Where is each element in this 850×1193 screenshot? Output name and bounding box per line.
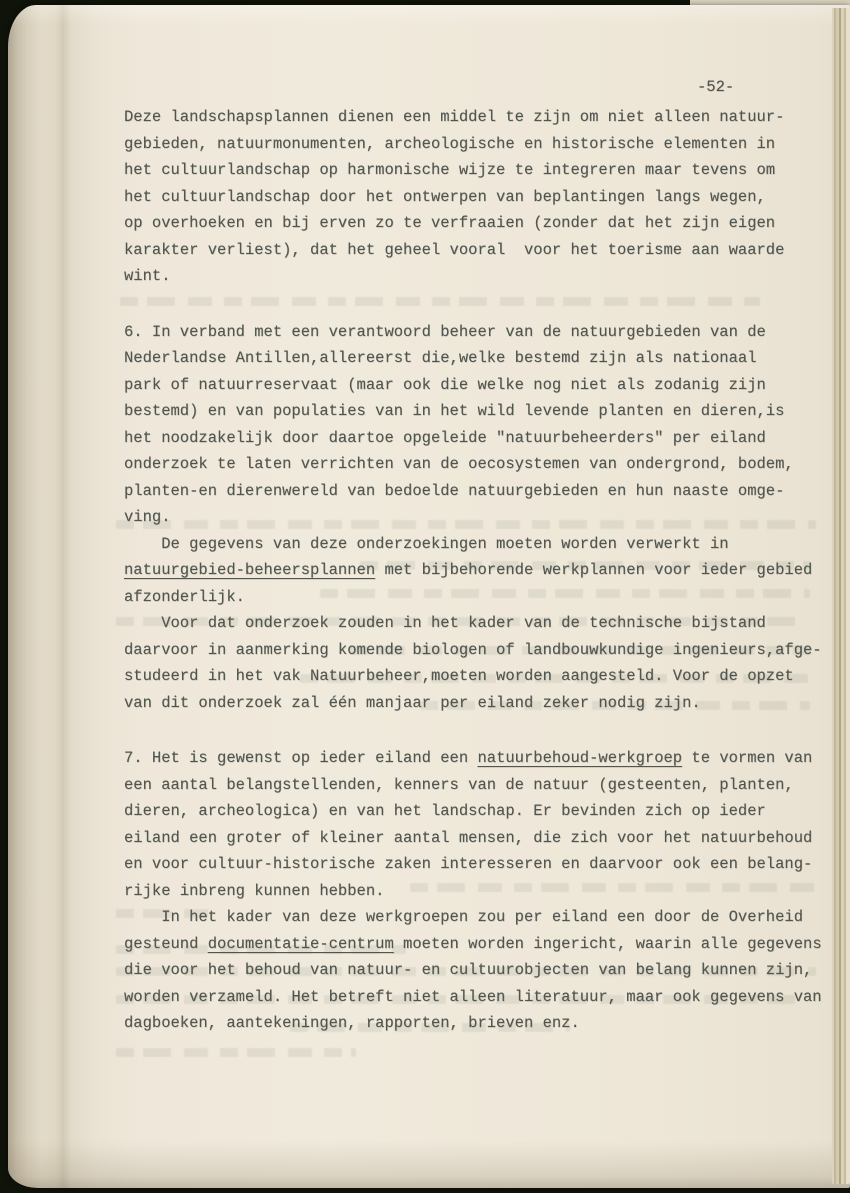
text-segment: op overhoeken en bij erven zo te verfraaien (zonder dat het zijn eigen bbox=[124, 214, 776, 232]
underlined-term: natuurbehoud-werkgroep bbox=[477, 749, 683, 767]
text-line bbox=[124, 610, 822, 637]
text-segment: ving. bbox=[124, 508, 171, 526]
text-segment: het cultuurlandschap op harmonische wijze te integreren maar tevens om bbox=[124, 161, 776, 179]
text-line bbox=[124, 772, 822, 799]
text-line bbox=[124, 131, 822, 158]
text-line bbox=[124, 904, 822, 931]
text-line bbox=[124, 319, 822, 346]
text-column bbox=[124, 104, 822, 1037]
text-line bbox=[124, 984, 822, 1011]
text-segment: te vormen van bbox=[682, 749, 813, 767]
text-segment: wint. bbox=[124, 267, 171, 285]
text-segment: eiland een groter of kleiner aantal mensen, die zich voor het natuurbehoud bbox=[124, 828, 813, 847]
text-line bbox=[124, 825, 822, 852]
underlined-term: documentatie-centrum bbox=[207, 934, 394, 953]
text-segment: bestemd) en van populaties van in het wild levende planten en dieren,is bbox=[124, 402, 785, 420]
text-line bbox=[124, 931, 822, 958]
text-line bbox=[124, 478, 822, 505]
text-line bbox=[124, 798, 822, 825]
text-line bbox=[124, 745, 822, 772]
text-segment: 7. Het is gewenst op ieder eiland een bbox=[124, 749, 478, 767]
underlined-term: natuurgebied-beheersplannen bbox=[124, 561, 376, 579]
text-segment: park of natuurreservaat (maar ook die welke nog niet als zodanig zijn bbox=[124, 375, 766, 394]
paragraph bbox=[124, 104, 822, 290]
text-line bbox=[124, 210, 822, 237]
page-number: -52- bbox=[697, 78, 735, 96]
page-edges-right bbox=[832, 8, 850, 1184]
text-segment: De gegevens van deze onderzoekingen moeten worden verwerkt in bbox=[124, 534, 729, 553]
text-line bbox=[124, 557, 822, 584]
text-segment: met bijbehorende werkplannen voor ieder gebied bbox=[375, 561, 813, 579]
text-segment: en voor cultuur-historische zaken interesseren en daarvoor ook een belang- bbox=[124, 855, 813, 873]
text-segment: daarvoor in aanmerking komende biologen of landbouwkundige ingenieurs,afge- bbox=[124, 640, 822, 659]
text-line bbox=[124, 690, 822, 717]
text-segment: Deze landschapsplannen dienen een middel te zijn om niet alleen natuur- bbox=[124, 108, 785, 126]
text-line bbox=[124, 957, 822, 984]
text-segment: Nederlandse Antillen,allereerst die,welke bestemd zijn als nationaal bbox=[124, 349, 757, 367]
text-segment: In het kader van deze werkgroepen zou per eiland een door de Overheid bbox=[124, 908, 804, 926]
text-segment: het cultuurlandschap door het ontwerpen van beplantingen langs wegen, bbox=[124, 187, 766, 206]
text-segment: afzonderlijk. bbox=[124, 587, 245, 606]
paragraph bbox=[124, 531, 822, 611]
text-segment: 6. In verband met een verantwoord beheer van de natuurgebieden van de bbox=[124, 322, 766, 341]
text-segment: planten-en dierenwereld van bedoelde natuurgebieden en hun naaste omge- bbox=[124, 481, 785, 500]
text-line bbox=[124, 184, 822, 211]
text-line bbox=[124, 637, 822, 664]
text-line bbox=[124, 425, 822, 452]
text-segment: gesteund bbox=[124, 934, 208, 953]
text-line bbox=[124, 504, 822, 531]
text-line bbox=[124, 345, 822, 372]
text-segment: rijke inbreng kunnen hebben. bbox=[124, 881, 385, 900]
text-segment: worden verzameld. Het betreft niet alleen literatuur, maar ook gegevens van bbox=[124, 987, 822, 1006]
text-segment: het noodzakelijk door daartoe opgeleide "natuurbeheerders" per eiland bbox=[124, 428, 766, 447]
bleed-through-line bbox=[116, 1048, 356, 1057]
paragraph bbox=[124, 610, 822, 716]
text-line bbox=[124, 531, 822, 558]
text-segment: Voor dat onderzoek zouden in het kader van de technische bijstand bbox=[124, 614, 766, 632]
text-line bbox=[124, 878, 822, 905]
text-line bbox=[124, 372, 822, 399]
text-line bbox=[124, 451, 822, 478]
text-segment: onderzoek te laten verrichten van de oecosystemen van ondergrond, bodem, bbox=[124, 455, 794, 473]
text-line bbox=[124, 104, 822, 131]
text-line bbox=[124, 237, 822, 264]
paragraph bbox=[124, 904, 822, 1037]
text-line bbox=[124, 1010, 822, 1037]
paragraph bbox=[124, 319, 822, 531]
text-line bbox=[124, 851, 822, 878]
text-line bbox=[124, 584, 822, 611]
text-segment: karakter verliest), dat het geheel vooral voor het toerisme aan waarde bbox=[124, 240, 785, 259]
text-segment: dagboeken, aantekeningen, rapporten, brieven enz. bbox=[124, 1014, 580, 1032]
text-line bbox=[124, 157, 822, 184]
text-line bbox=[124, 398, 822, 425]
text-segment: een aantal belangstellenden, kenners van de natuur (gesteenten, planten, bbox=[124, 775, 794, 794]
text-segment: studeerd in het vak Natuurbeheer,moeten worden aangesteld. Voor de opzet bbox=[124, 667, 794, 685]
text-line bbox=[124, 263, 822, 290]
text-segment: gebieden, natuurmonumenten, archeologische en historische elementen in bbox=[124, 134, 776, 153]
text-segment: dieren, archeologica) en van het landschap. Er bevinden zich op ieder bbox=[124, 802, 766, 820]
text-segment: moeten worden ingericht, waarin alle gegevens bbox=[393, 934, 822, 953]
scanned-page bbox=[8, 5, 850, 1188]
text-segment: die voor het behoud van natuur- en cultuurobjecten van belang kunnen zijn, bbox=[124, 961, 813, 979]
paragraph bbox=[124, 745, 822, 904]
text-segment: van dit onderzoek zal één manjaar per eiland zeker nodig zijn. bbox=[124, 693, 701, 712]
text-line bbox=[124, 663, 822, 690]
